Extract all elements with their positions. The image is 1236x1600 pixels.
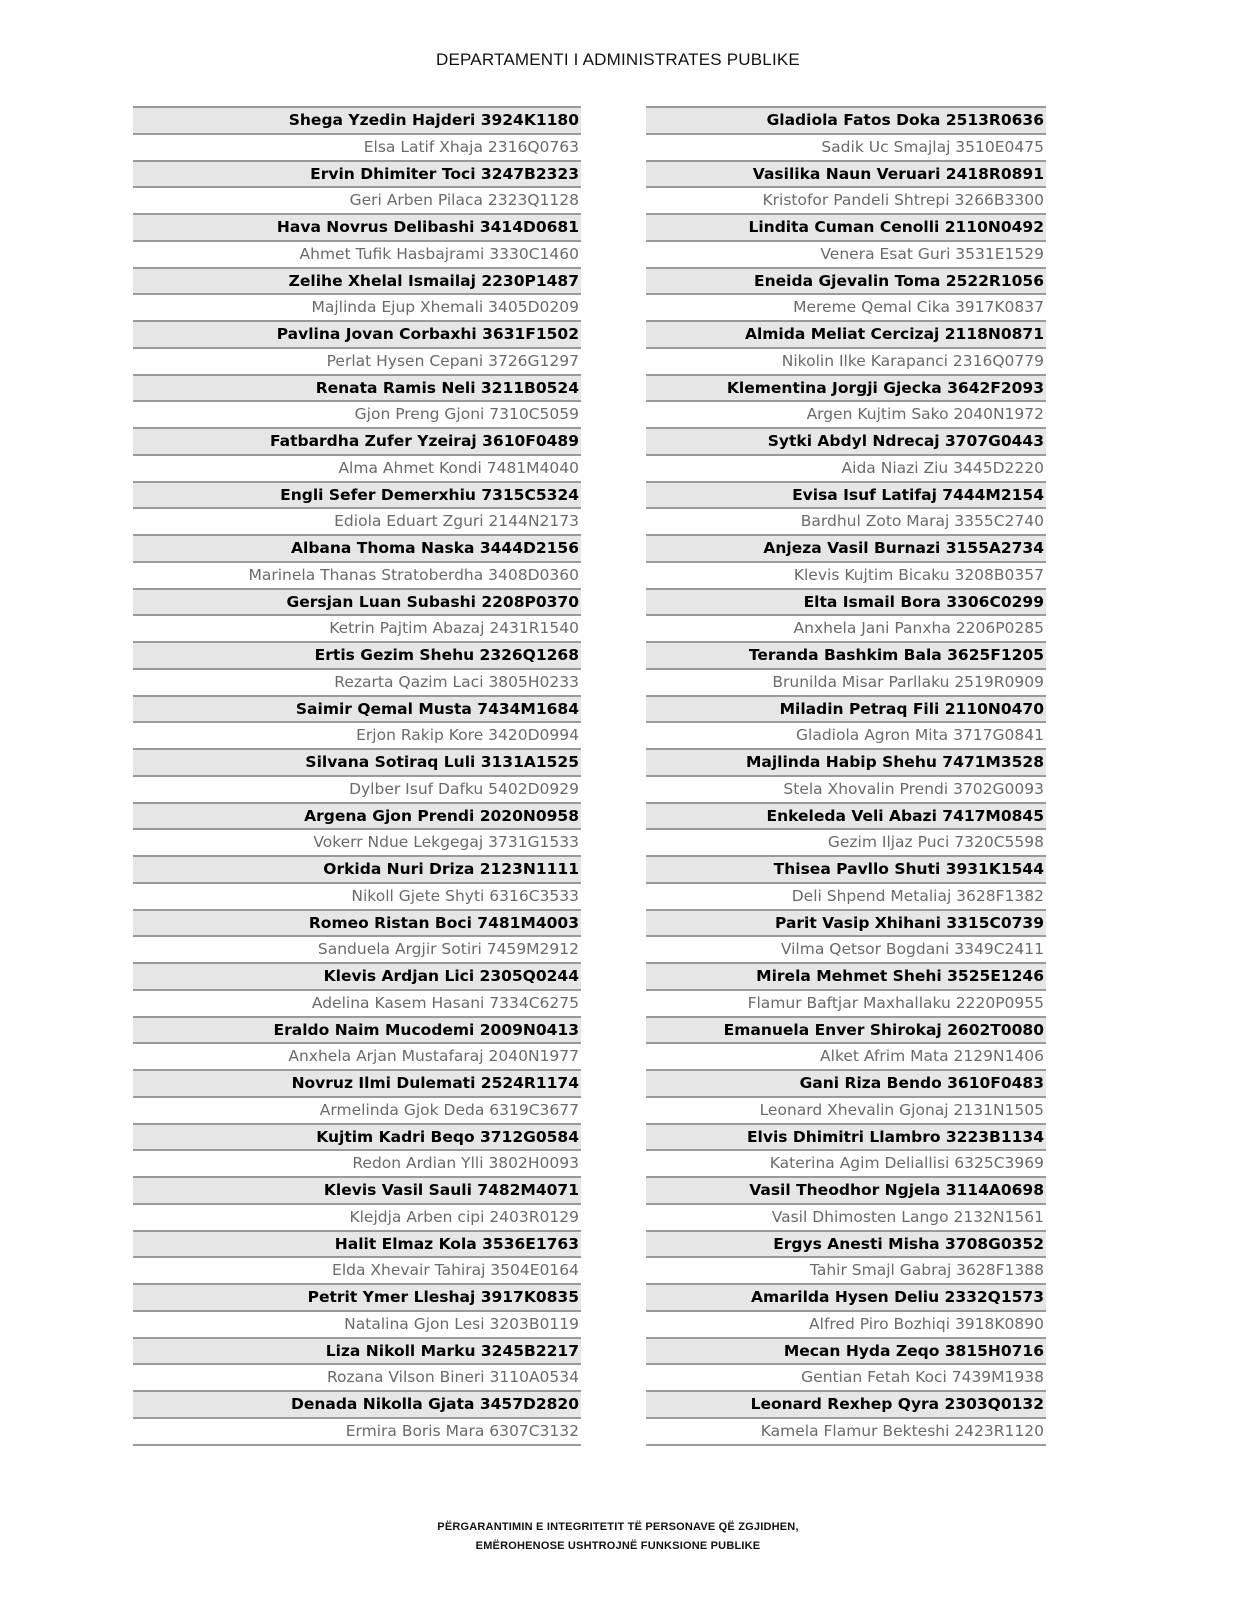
- left-list-item: Gjon Preng Gjoni 7310C5059: [133, 400, 581, 427]
- left-list-item: Halit Elmaz Kola 3536E1763: [133, 1230, 581, 1257]
- left-list-item: Ediola Eduart Zguri 2144N2173: [133, 507, 581, 534]
- right-list-item: Majlinda Habip Shehu 7471M3528: [646, 748, 1046, 775]
- right-list-item: Evisa Isuf Latifaj 7444M2154: [646, 481, 1046, 508]
- left-list-bottom-rule: [133, 1444, 581, 1446]
- right-list-item: Aida Niazi Ziu 3445D2220: [646, 454, 1046, 481]
- left-list-item: Klejdja Arben cipi 2403R0129: [133, 1203, 581, 1230]
- right-list-item: Enkeleda Veli Abazi 7417M0845: [646, 802, 1046, 829]
- left-list-item: Anxhela Arjan Mustafaraj 2040N1977: [133, 1042, 581, 1069]
- left-list-item: Perlat Hysen Cepani 3726G1297: [133, 347, 581, 374]
- right-list-item: Ergys Anesti Misha 3708G0352: [646, 1230, 1046, 1257]
- right-list-item: Vasilika Naun Veruari 2418R0891: [646, 160, 1046, 187]
- right-list-bottom-rule: [646, 1444, 1046, 1446]
- left-list-item: Eraldo Naim Mucodemi 2009N0413: [133, 1016, 581, 1043]
- right-list-item: Mereme Qemal Cika 3917K0837: [646, 293, 1046, 320]
- left-list-item: Fatbardha Zufer Yzeiraj 3610F0489: [133, 427, 581, 454]
- right-list-item: Klevis Kujtim Bicaku 3208B0357: [646, 561, 1046, 588]
- right-name-list: [646, 106, 1046, 1446]
- right-list-item: Gentian Fetah Koci 7439M1938: [646, 1363, 1046, 1390]
- right-list-item: Nikolin Ilke Karapanci 2316Q0779: [646, 347, 1046, 374]
- left-list-item: Hava Novrus Delibashi 3414D0681: [133, 213, 581, 240]
- left-list-item: Albana Thoma Naska 3444D2156: [133, 534, 581, 561]
- right-list-item: Venera Esat Guri 3531E1529: [646, 240, 1046, 267]
- left-list-item: Natalina Gjon Lesi 3203B0119: [133, 1310, 581, 1337]
- right-list-item: Kamela Flamur Bekteshi 2423R1120: [646, 1417, 1046, 1444]
- left-list-item: Engli Sefer Demerxhiu 7315C5324: [133, 481, 581, 508]
- left-list-item: Redon Ardian Ylli 3802H0093: [133, 1149, 581, 1176]
- page-title: DEPARTAMENTI I ADMINISTRATES PUBLIKE: [436, 50, 800, 69]
- left-list-item: Alma Ahmet Kondi 7481M4040: [133, 454, 581, 481]
- left-list-item: Rezarta Qazim Laci 3805H0233: [133, 668, 581, 695]
- left-list-item: Novruz Ilmi Dulemati 2524R1174: [133, 1069, 581, 1096]
- left-list-item: Klevis Vasil Sauli 7482M4071: [133, 1176, 581, 1203]
- right-list-item: Vasil Theodhor Ngjela 3114A0698: [646, 1176, 1046, 1203]
- left-name-list: [133, 106, 581, 1446]
- left-list-item: Pavlina Jovan Corbaxhi 3631F1502: [133, 320, 581, 347]
- left-list-item: Argena Gjon Prendi 2020N0958: [133, 802, 581, 829]
- left-list-item: Liza Nikoll Marku 3245B2217: [133, 1337, 581, 1364]
- left-list-item: Gersjan Luan Subashi 2208P0370: [133, 588, 581, 615]
- right-list-item: Vasil Dhimosten Lango 2132N1561: [646, 1203, 1046, 1230]
- right-list-item: Mirela Mehmet Shehi 3525E1246: [646, 962, 1046, 989]
- right-list-item: Stela Xhovalin Prendi 3702G0093: [646, 775, 1046, 802]
- left-list-item: Silvana Sotiraq Luli 3131A1525: [133, 748, 581, 775]
- right-list-item: Alket Afrim Mata 2129N1406: [646, 1042, 1046, 1069]
- right-list-item: Teranda Bashkim Bala 3625F1205: [646, 641, 1046, 668]
- right-list-item: Gladiola Agron Mita 3717G0841: [646, 721, 1046, 748]
- right-list-item: Elvis Dhimitri Llambro 3223B1134: [646, 1123, 1046, 1150]
- right-list-item: Flamur Baftjar Maxhallaku 2220P0955: [646, 989, 1046, 1016]
- right-list-item: Amarilda Hysen Deliu 2332Q1573: [646, 1283, 1046, 1310]
- left-list-item: Dylber Isuf Dafku 5402D0929: [133, 775, 581, 802]
- left-list-item: Geri Arben Pilaca 2323Q1128: [133, 186, 581, 213]
- footer-line-1: PËRGARANTIMIN E INTEGRITETIT TË PERSONAVE QË ZGJIDHEN,: [437, 1521, 799, 1533]
- left-list-item: Majlinda Ejup Xhemali 3405D0209: [133, 293, 581, 320]
- left-list-item: Renata Ramis Neli 3211B0524: [133, 374, 581, 401]
- left-list-item: Shega Yzedin Hajderi 3924K1180: [133, 106, 581, 133]
- left-list-item: Orkida Nuri Driza 2123N1111: [133, 855, 581, 882]
- right-list-item: Eneida Gjevalin Toma 2522R1056: [646, 267, 1046, 294]
- right-list-item: Leonard Rexhep Qyra 2303Q0132: [646, 1390, 1046, 1417]
- right-list-item: Tahir Smajl Gabraj 3628F1388: [646, 1256, 1046, 1283]
- left-list-item: Elda Xhevair Tahiraj 3504E0164: [133, 1256, 581, 1283]
- right-list-item: Mecan Hyda Zeqo 3815H0716: [646, 1337, 1046, 1364]
- right-list-item: Elta Ismail Bora 3306C0299: [646, 588, 1046, 615]
- left-list-item: Erjon Rakip Kore 3420D0994: [133, 721, 581, 748]
- right-list-item: Bardhul Zoto Maraj 3355C2740: [646, 507, 1046, 534]
- right-list-item: Thisea Pavllo Shuti 3931K1544: [646, 855, 1046, 882]
- right-list-item: Leonard Xhevalin Gjonaj 2131N1505: [646, 1096, 1046, 1123]
- right-list-item: Vilma Qetsor Bogdani 3349C2411: [646, 935, 1046, 962]
- footer-line-2: EMËROHENOSE USHTROJNË FUNKSIONE PUBLIKE: [475, 1540, 761, 1552]
- right-list-item: Klementina Jorgji Gjecka 3642F2093: [646, 374, 1046, 401]
- left-list-item: Ahmet Tufik Hasbajrami 3330C1460: [133, 240, 581, 267]
- right-list-item: Sytki Abdyl Ndrecaj 3707G0443: [646, 427, 1046, 454]
- left-list-item: Rozana Vilson Bineri 3110A0534: [133, 1363, 581, 1390]
- left-list-item: Klevis Ardjan Lici 2305Q0244: [133, 962, 581, 989]
- right-list-item: Emanuela Enver Shirokaj 2602T0080: [646, 1016, 1046, 1043]
- right-list-item: Katerina Agim Deliallisi 6325C3969: [646, 1149, 1046, 1176]
- left-list-item: Elsa Latif Xhaja 2316Q0763: [133, 133, 581, 160]
- right-list-item: Anxhela Jani Panxha 2206P0285: [646, 614, 1046, 641]
- right-list-item: Brunilda Misar Parllaku 2519R0909: [646, 668, 1046, 695]
- right-list-item: Anjeza Vasil Burnazi 3155A2734: [646, 534, 1046, 561]
- right-list-item: Miladin Petraq Fili 2110N0470: [646, 695, 1046, 722]
- left-list-item: Adelina Kasem Hasani 7334C6275: [133, 989, 581, 1016]
- left-list-item: Zelihe Xhelal Ismailaj 2230P1487: [133, 267, 581, 294]
- right-list-item: Sadik Uc Smajlaj 3510E0475: [646, 133, 1046, 160]
- right-list-item: Gani Riza Bendo 3610F0483: [646, 1069, 1046, 1096]
- left-list-item: Ermira Boris Mara 6307C3132: [133, 1417, 581, 1444]
- left-list-item: Kujtim Kadri Beqo 3712G0584: [133, 1123, 581, 1150]
- right-list-item: Gladiola Fatos Doka 2513R0636: [646, 106, 1046, 133]
- right-list-item: Kristofor Pandeli Shtrepi 3266B3300: [646, 186, 1046, 213]
- right-list-item: Deli Shpend Metaliaj 3628F1382: [646, 882, 1046, 909]
- right-list-item: Lindita Cuman Cenolli 2110N0492: [646, 213, 1046, 240]
- right-list-item: Almida Meliat Cercizaj 2118N0871: [646, 320, 1046, 347]
- left-list-item: Romeo Ristan Boci 7481M4003: [133, 909, 581, 936]
- left-list-item: Ertis Gezim Shehu 2326Q1268: [133, 641, 581, 668]
- right-list-item: Argen Kujtim Sako 2040N1972: [646, 400, 1046, 427]
- right-list-item: Parit Vasip Xhihani 3315C0739: [646, 909, 1046, 936]
- left-list-item: Saimir Qemal Musta 7434M1684: [133, 695, 581, 722]
- left-list-item: Ervin Dhimiter Toci 3247B2323: [133, 160, 581, 187]
- left-list-item: Petrit Ymer Lleshaj 3917K0835: [133, 1283, 581, 1310]
- left-list-item: Ketrin Pajtim Abazaj 2431R1540: [133, 614, 581, 641]
- right-list-item: Gezim Iljaz Puci 7320C5598: [646, 828, 1046, 855]
- left-list-item: Nikoll Gjete Shyti 6316C3533: [133, 882, 581, 909]
- left-list-item: Marinela Thanas Stratoberdha 3408D0360: [133, 561, 581, 588]
- right-list-item: Alfred Piro Bozhiqi 3918K0890: [646, 1310, 1046, 1337]
- left-list-item: Denada Nikolla Gjata 3457D2820: [133, 1390, 581, 1417]
- left-list-item: Vokerr Ndue Lekgegaj 3731G1533: [133, 828, 581, 855]
- left-list-item: Sanduela Argjir Sotiri 7459M2912: [133, 935, 581, 962]
- left-list-item: Armelinda Gjok Deda 6319C3677: [133, 1096, 581, 1123]
- page-footer: [0, 1518, 1236, 1556]
